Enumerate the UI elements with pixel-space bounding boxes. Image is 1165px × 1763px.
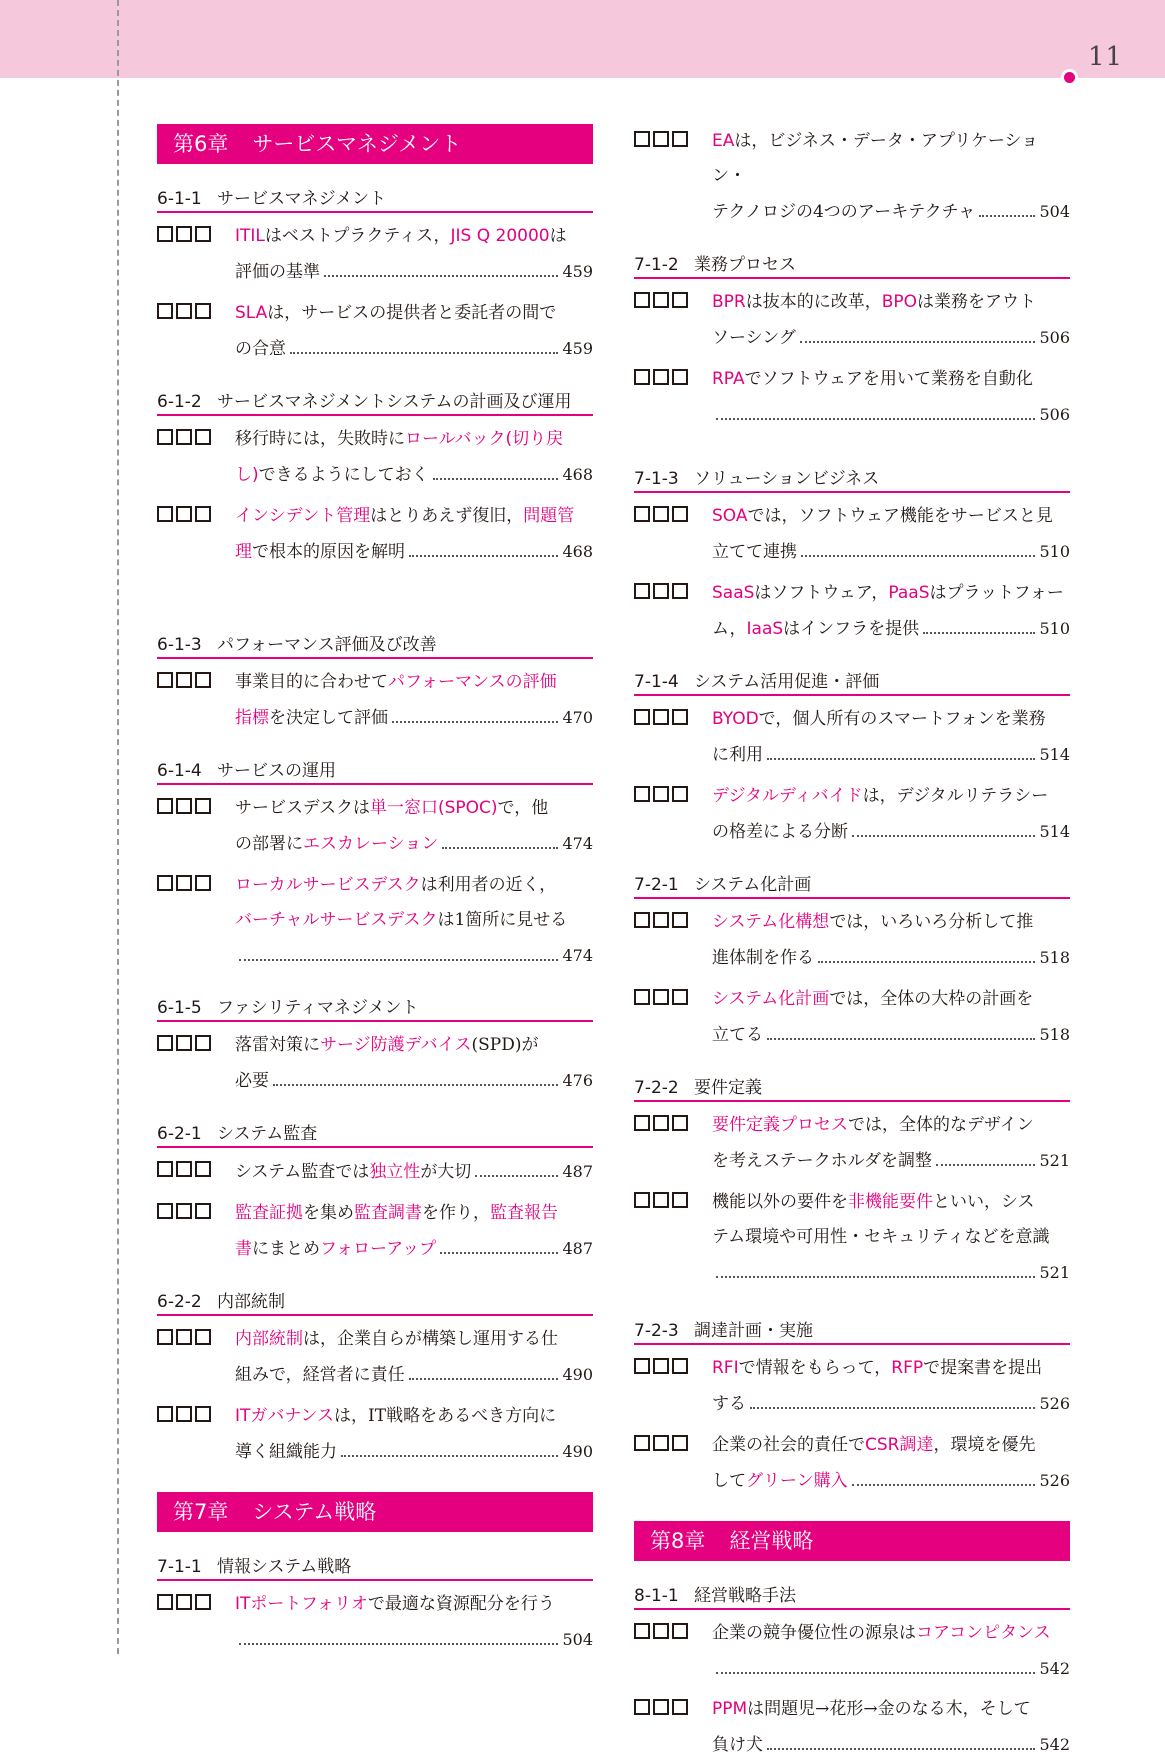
checkbox[interactable] (653, 912, 669, 928)
checkbox[interactable] (195, 1406, 211, 1422)
checkbox[interactable] (672, 369, 688, 385)
checklist-item: 監査証拠を集め監査調書を作り，監査報告 書 にまとめ フォローアップ 487 (157, 1196, 593, 1267)
perforation-line (117, 0, 119, 1654)
checkbox[interactable] (157, 1203, 173, 1219)
checkbox[interactable] (653, 989, 669, 1005)
page-marker-dot (1061, 69, 1078, 86)
checklist-item: 事業目的に合わせてパフォーマンスの評価 指標 を決定して評価 470 (157, 665, 593, 736)
page-ref: 518 (1039, 948, 1070, 967)
checkboxes (157, 665, 235, 688)
checkbox[interactable] (653, 1192, 669, 1208)
page-number: 11 (1088, 42, 1124, 72)
checkboxes (157, 1587, 235, 1610)
section-heading: 6-2-2 内部統制 (157, 1281, 593, 1316)
checkboxes (634, 1692, 712, 1715)
checkboxes (157, 499, 235, 522)
page-ref: 470 (562, 708, 593, 727)
section-heading: 7-2-1 システム化計画 (634, 864, 1070, 899)
checkboxes (157, 422, 235, 445)
checkbox[interactable] (672, 1699, 688, 1715)
checkbox[interactable] (672, 583, 688, 599)
checklist-item: 機能以外の要件を非機能要件といい，シス テム環境や可用性・セキュリティなどを意識 521 (634, 1185, 1070, 1290)
checkbox[interactable] (634, 131, 650, 147)
section-6-2-2 (157, 1281, 593, 1470)
checkboxes (634, 779, 712, 802)
checkbox[interactable] (653, 1115, 669, 1131)
checkbox[interactable] (176, 1161, 192, 1177)
page-ref: 506 (1039, 328, 1070, 347)
checkbox[interactable] (672, 1192, 688, 1208)
checkbox[interactable] (157, 1329, 173, 1345)
page-ref: 542 (1039, 1735, 1070, 1754)
page-ref: 514 (1039, 745, 1070, 764)
checklist-item: BYODで，個人所有のスマートフォンを業務 に利用 514 (634, 702, 1070, 773)
section-7-2-3 (634, 1310, 1070, 1499)
checkbox[interactable] (176, 303, 192, 319)
checkbox[interactable] (653, 506, 669, 522)
page-ref: 474 (562, 834, 593, 853)
checkbox[interactable] (634, 786, 650, 802)
section-7-1-4 (634, 661, 1070, 850)
section-6-1-2 (157, 381, 593, 570)
section-heading: 7-2-3 調達計画・実施 (634, 1310, 1070, 1345)
page-ref: 474 (562, 946, 593, 965)
checkbox[interactable] (634, 292, 650, 308)
checkboxes (634, 905, 712, 928)
chapter-6-header: 第6章 サービスマネジメント (157, 124, 593, 164)
checkbox[interactable] (672, 1358, 688, 1374)
checkbox[interactable] (195, 226, 211, 242)
checkbox[interactable] (672, 1623, 688, 1639)
section-heading: 7-2-2 要件定義 (634, 1067, 1070, 1102)
checkbox[interactable] (176, 429, 192, 445)
section-heading: 7-1-1 情報システム戦略 (157, 1546, 593, 1581)
checklist-item: ローカルサービスデスクは利用者の近く， バーチャルサービスデスクは1箇所に見せる 474 (157, 868, 593, 973)
section-7-1-1 (157, 1546, 593, 1657)
section-6-1-1 (157, 178, 593, 367)
checkboxes (157, 868, 235, 891)
section-heading: 6-1-4 サービスの運用 (157, 750, 593, 785)
checkbox[interactable] (672, 709, 688, 725)
checkbox[interactable] (672, 989, 688, 1005)
checkboxes (634, 124, 712, 147)
checkbox[interactable] (157, 226, 173, 242)
section-6-2-1 (157, 1113, 593, 1267)
chapter-7-header: 第7章 システム戦略 (157, 1492, 593, 1532)
left-column (157, 124, 593, 1657)
checklist-item: インシデント管理はとりあえず復旧，問題管 理 で根本的原因を解明 468 (157, 499, 593, 570)
checkbox[interactable] (672, 1115, 688, 1131)
page-ref: 510 (1039, 619, 1070, 638)
page-ref: 542 (1039, 1659, 1070, 1678)
checkbox[interactable] (634, 1358, 650, 1374)
checklist-item: システム監査では 独立性 が大切 487 (157, 1154, 593, 1190)
page-ref: 490 (562, 1365, 593, 1384)
page-ref: 521 (1039, 1151, 1070, 1170)
checkbox[interactable] (176, 798, 192, 814)
checklist-item: システム化構想では，いろいろ分析して推 進体制を作る 518 (634, 905, 1070, 976)
section-8-1-1 (634, 1575, 1070, 1763)
page-ref: 506 (1039, 405, 1070, 424)
checkbox[interactable] (195, 1203, 211, 1219)
section-7-1-2 (634, 244, 1070, 432)
checkbox[interactable] (195, 303, 211, 319)
section-heading: 6-1-3 パフォーマンス評価及び改善 (157, 624, 593, 659)
section-heading: 8-1-1 経営戦略手法 (634, 1575, 1070, 1610)
checkbox[interactable] (672, 912, 688, 928)
checkboxes (634, 982, 712, 1005)
section-7-2-1 (634, 864, 1070, 1053)
page-ref: 459 (562, 339, 593, 358)
checkbox[interactable] (195, 672, 211, 688)
section-6-1-3 (157, 624, 593, 736)
checkboxes (634, 285, 712, 308)
section-heading: 7-1-2 業務プロセス (634, 244, 1070, 279)
checklist-item: 企業の社会的責任でCSR調達，環境を優先 して グリーン購入 526 (634, 1428, 1070, 1499)
top-band (0, 0, 1165, 78)
checkbox[interactable] (195, 798, 211, 814)
checkbox[interactable] (634, 1435, 650, 1451)
page-ref: 514 (1039, 822, 1070, 841)
page-ref: 487 (562, 1239, 593, 1258)
checkbox[interactable] (634, 583, 650, 599)
checkboxes (634, 1428, 712, 1451)
checkbox[interactable] (157, 672, 173, 688)
page-ref: 518 (1039, 1025, 1070, 1044)
section-heading: 6-1-2 サービスマネジメントシステムの計画及び運用 (157, 381, 593, 416)
checkbox[interactable] (653, 786, 669, 802)
checkbox[interactable] (653, 1699, 669, 1715)
chapter-8-header: 第8章 経営戦略 (634, 1521, 1070, 1561)
checkboxes (634, 1616, 712, 1639)
checkbox[interactable] (195, 1035, 211, 1051)
checklist-item: システム化計画では，全体の大枠の計画を 立てる 518 (634, 982, 1070, 1053)
page-ref: 504 (562, 1630, 593, 1649)
checkbox[interactable] (157, 506, 173, 522)
checkboxes (157, 219, 235, 242)
checklist-item: 要件定義プロセスでは，全体的なデザイン を考えステークホルダを調整 521 (634, 1108, 1070, 1179)
page-ref: 510 (1039, 542, 1070, 561)
checkbox[interactable] (672, 1435, 688, 1451)
checklist-item: ITILはベストプラクティス，JIS Q 20000は 評価の基準 459 (157, 219, 593, 290)
checkbox[interactable] (653, 131, 669, 147)
page-ref: 504 (1039, 202, 1070, 221)
checkboxes (157, 296, 235, 319)
checkbox[interactable] (157, 798, 173, 814)
checklist-item: 内部統制は，企業自らが構築し運用する仕 組みで，経営者に責任 490 (157, 1322, 593, 1393)
checkboxes (157, 1028, 235, 1051)
checkbox[interactable] (672, 506, 688, 522)
checkbox[interactable] (653, 1358, 669, 1374)
checkbox[interactable] (634, 912, 650, 928)
section-7-1-3 (634, 458, 1070, 647)
checklist-item: サービスデスクは単一窓口(SPOC)で，他 の部署に エスカレーション 474 (157, 791, 593, 862)
checkboxes (157, 1154, 235, 1177)
checklist-item: BPRは抜本的に改革，BPOは業務をアウト ソーシング 506 (634, 285, 1070, 356)
checkbox[interactable] (176, 1035, 192, 1051)
checkboxes (634, 362, 712, 385)
checkbox[interactable] (195, 1594, 211, 1610)
checkboxes (157, 1399, 235, 1422)
checkbox[interactable] (195, 875, 211, 891)
section-heading: 6-1-1 サービスマネジメント (157, 178, 593, 213)
checkbox[interactable] (195, 1329, 211, 1345)
checkbox[interactable] (634, 1623, 650, 1639)
checkboxes (634, 1351, 712, 1374)
checkbox[interactable] (157, 1594, 173, 1610)
checklist-item: デジタルディバイドは，デジタルリテラシー の格差による分断 514 (634, 779, 1070, 850)
checkbox[interactable] (634, 369, 650, 385)
checklist-item: 移行時には，失敗時にロールバック(切り戻 し) できるようにしておく 468 (157, 422, 593, 493)
section-6-1-4 (157, 750, 593, 973)
checkbox[interactable] (157, 875, 173, 891)
checkbox[interactable] (157, 1161, 173, 1177)
checkbox[interactable] (653, 583, 669, 599)
checkbox[interactable] (176, 672, 192, 688)
checkboxes (157, 1196, 235, 1219)
checkbox[interactable] (653, 369, 669, 385)
checklist-item: 落雷対策にサージ防護デバイス(SPD)が 必要 476 (157, 1028, 593, 1099)
checkbox[interactable] (634, 709, 650, 725)
page-ref: 526 (1039, 1471, 1070, 1490)
page-ref: 468 (562, 542, 593, 561)
checkbox[interactable] (176, 1329, 192, 1345)
checkbox[interactable] (634, 506, 650, 522)
checkbox[interactable] (195, 429, 211, 445)
checklist-item: 企業の競争優位性の源泉はコアコンピタンス 542 (634, 1616, 1070, 1686)
checklist-item: RFIで情報をもらって，RFPで提案書を提出 する 526 (634, 1351, 1070, 1422)
checklist-item: EAは，ビジネス・データ・アプリケーション・ テクノロジの4つのアーキテクチャ 504 (634, 124, 1070, 230)
page-ref: 476 (562, 1071, 593, 1090)
checkbox[interactable] (653, 292, 669, 308)
checkbox[interactable] (672, 131, 688, 147)
page-ref: 487 (562, 1162, 593, 1181)
checkbox[interactable] (157, 1406, 173, 1422)
checkbox[interactable] (634, 1699, 650, 1715)
checkbox[interactable] (653, 709, 669, 725)
checkbox[interactable] (195, 506, 211, 522)
checkbox[interactable] (176, 226, 192, 242)
right-column (634, 124, 1070, 1763)
checkbox[interactable] (672, 292, 688, 308)
section-heading: 7-1-3 ソリューションビジネス (634, 458, 1070, 493)
section-heading: 6-1-5 ファシリティマネジメント (157, 987, 593, 1022)
checkboxes (634, 1108, 712, 1131)
checkbox[interactable] (157, 429, 173, 445)
checklist-item: ITガバナンスは，IT戦略をあるべき方向に 導く組織能力 490 (157, 1399, 593, 1470)
checkbox[interactable] (176, 506, 192, 522)
checkboxes (634, 702, 712, 725)
page-ref: 459 (562, 262, 593, 281)
checklist-item: RPAでソフトウェアを用いて業務を自動化 506 (634, 362, 1070, 432)
checkbox[interactable] (176, 1594, 192, 1610)
checkbox[interactable] (176, 1203, 192, 1219)
checkbox[interactable] (157, 303, 173, 319)
checkbox[interactable] (634, 1115, 650, 1131)
page-ref: 521 (1039, 1263, 1070, 1282)
page-ref: 468 (562, 465, 593, 484)
section-6-1-5 (157, 987, 593, 1099)
checkbox[interactable] (195, 1161, 211, 1177)
checkboxes (634, 576, 712, 599)
checklist-item: SOAでは，ソフトウェア機能をサービスと見 立てて連携 510 (634, 499, 1070, 570)
checkbox[interactable] (157, 1035, 173, 1051)
checkbox[interactable] (653, 1435, 669, 1451)
checklist-item: SLAは，サービスの提供者と委託者の間で の合意 459 (157, 296, 593, 367)
checkboxes (634, 499, 712, 522)
checklist-item: SaaSはソフトウェア，PaaSはプラットフォー ム， IaaS はインフラを提供 510 (634, 576, 1070, 647)
checkbox[interactable] (672, 786, 688, 802)
section-heading: 6-2-1 システム監査 (157, 1113, 593, 1148)
section-7-2-2 (634, 1067, 1070, 1290)
checklist-item: PPMは問題児→花形→金のなる木，そして 負け犬 542 (634, 1692, 1070, 1763)
checkbox[interactable] (653, 1623, 669, 1639)
checklist-item: ITポートフォリオで最適な資源配分を行う 504 (157, 1587, 593, 1657)
checkbox[interactable] (634, 1192, 650, 1208)
checkboxes (634, 1185, 712, 1208)
checkbox[interactable] (176, 1406, 192, 1422)
checkboxes (157, 791, 235, 814)
page-ref: 490 (562, 1442, 593, 1461)
page-ref: 526 (1039, 1394, 1070, 1413)
section-heading: 7-1-4 システム活用促進・評価 (634, 661, 1070, 696)
checkbox[interactable] (634, 989, 650, 1005)
checkboxes (157, 1322, 235, 1345)
checkbox[interactable] (176, 875, 192, 891)
